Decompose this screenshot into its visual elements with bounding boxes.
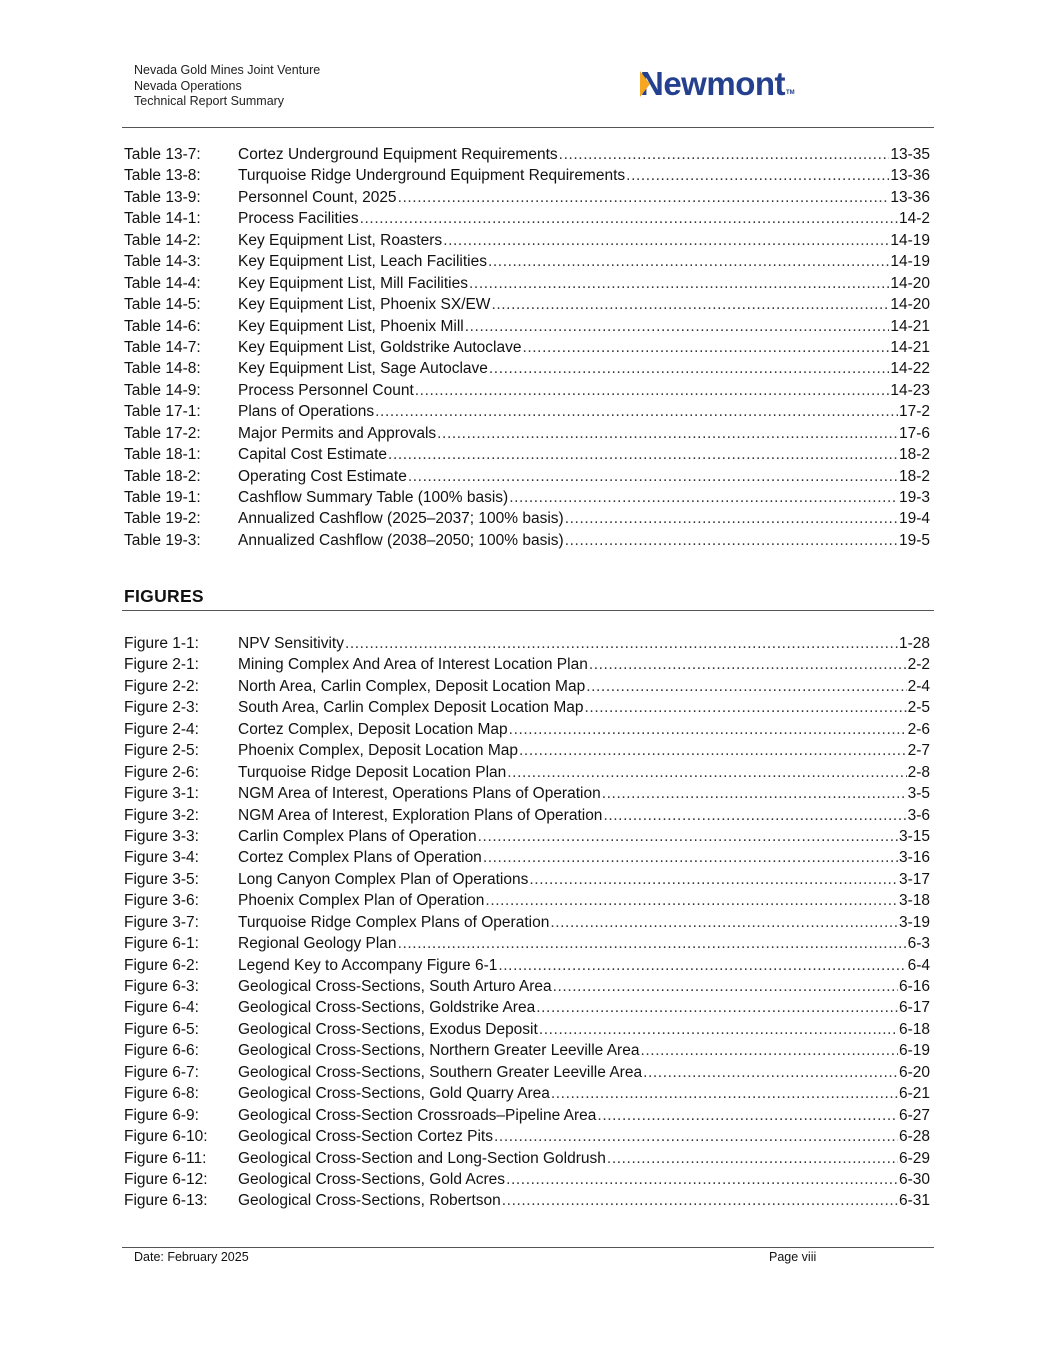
dot-leader (485, 890, 898, 911)
dot-leader (360, 208, 898, 229)
entry-title: Key Equipment List, Goldstrike Autoclave (238, 338, 522, 356)
entry-label: Figure 6-3: (124, 978, 199, 995)
table-entry[interactable] (124, 337, 930, 358)
entry-label: Figure 3-4: (124, 849, 199, 867)
entry-label: Figure 2-6: (124, 763, 199, 781)
entry-page-number: 3-6 (907, 806, 930, 824)
entry-page-number: 13-36 (890, 188, 930, 206)
dot-leader (626, 165, 889, 186)
entry-title: Turquoise Ridge Underground Equipment Requirements (238, 167, 626, 185)
dot-leader (602, 783, 907, 804)
entry-label: Table 14-7: (124, 338, 201, 356)
figure-entry[interactable] (124, 697, 930, 718)
entry-label: Table 19-3: (124, 531, 201, 549)
logo-trademark: TM (786, 90, 795, 96)
entry-page-number: 14-21 (890, 338, 930, 356)
figure-entry[interactable] (124, 826, 930, 847)
entry-page-number: 13-36 (890, 167, 930, 185)
figure-entry[interactable] (124, 955, 930, 976)
entry-label: Figure 6-2: (124, 956, 199, 974)
entry-page-number: 19-3 (898, 489, 930, 506)
entry-page-number: 6-3 (907, 935, 930, 953)
entry-page-number: 18-2 (898, 467, 930, 485)
entry-page-number: 3-17 (898, 870, 930, 888)
entry-page-number: 3-18 (898, 892, 930, 910)
entry-page-number: 2-6 (907, 720, 930, 738)
entry-page-number: 6-29 (898, 1149, 930, 1167)
entry-label: Table 13-8: (124, 167, 201, 185)
dot-leader (345, 633, 898, 654)
entry-page-number: 18-2 (898, 446, 930, 464)
dot-leader (502, 1190, 898, 1211)
dot-leader (483, 847, 898, 868)
entry-page-number: 14-23 (890, 381, 930, 399)
dot-leader (529, 869, 898, 890)
dot-leader (550, 912, 898, 933)
dot-leader (553, 976, 898, 997)
entry-page-number: 6-28 (898, 1128, 930, 1146)
dot-leader (509, 719, 907, 740)
entry-label: Table 14-2: (124, 231, 201, 249)
table-entry[interactable] (124, 208, 930, 229)
figure-entry[interactable] (124, 1105, 930, 1126)
entry-page-number: 2-5 (907, 699, 930, 717)
entry-title: Key Equipment List, Sage Autoclave (238, 360, 488, 378)
dot-leader (586, 676, 906, 697)
figure-entry[interactable] (124, 676, 930, 697)
entry-page-number: 3-16 (898, 849, 930, 867)
entry-title: Cashflow Summary Table (100% basis) (238, 489, 509, 506)
entry-title: Key Equipment List, Leach Facilities (238, 253, 487, 271)
entry-page-number: 2-7 (907, 742, 930, 760)
entry-page-number: 6-30 (898, 1170, 930, 1188)
dot-leader (607, 1148, 898, 1169)
figure-entry[interactable] (124, 654, 930, 675)
table-entry[interactable] (124, 380, 930, 401)
entry-title: Geological Cross-Section and Long-Section Goldrush (238, 1149, 606, 1167)
newmont-logo (640, 66, 795, 102)
entry-title: Turquoise Ridge Deposit Location Plan (238, 763, 507, 781)
entry-title: Plans of Operations (238, 403, 375, 421)
entry-title: Geological Cross-Sections, Exodus Deposit (238, 1020, 538, 1038)
figure-entry[interactable] (124, 997, 930, 1018)
table-entry[interactable] (124, 230, 930, 251)
entry-page-number: 3-15 (898, 827, 930, 845)
table-entry[interactable] (124, 358, 930, 379)
entry-title: Annualized Cashflow (2038–2050; 100% basis) (238, 531, 564, 549)
figure-entry[interactable] (124, 1040, 930, 1061)
entry-title: Cortez Complex Plans of Operation (238, 849, 482, 867)
entry-label: Table 13-7: (124, 146, 201, 163)
dot-leader (465, 316, 890, 337)
figure-entry[interactable] (124, 740, 930, 761)
dot-leader (478, 826, 898, 847)
dot-leader (565, 508, 898, 529)
entry-title: Personnel Count, 2025 (238, 188, 397, 206)
entry-page-number: 6-19 (898, 1042, 930, 1060)
entry-page-number: 19-5 (898, 531, 930, 549)
entry-title: Geological Cross-Sections, Northern Greater Leeville Area (238, 1042, 640, 1060)
entry-label: Table 14-3: (124, 253, 201, 271)
entry-page-number: 6-17 (898, 999, 930, 1017)
dot-leader (640, 1040, 898, 1061)
figure-entry[interactable] (124, 976, 930, 997)
entry-label: Figure 6-10: (124, 1128, 208, 1146)
dot-leader (603, 805, 906, 826)
logo-accent-icon (640, 71, 650, 97)
entry-page-number: 14-21 (890, 317, 930, 335)
entry-label: Table 14-5: (124, 296, 201, 314)
dot-leader (565, 530, 898, 551)
dot-leader (539, 1019, 898, 1040)
entry-title: Operating Cost Estimate (238, 467, 407, 485)
entry-title: Key Equipment List, Phoenix Mill (238, 317, 464, 335)
figure-entry[interactable] (124, 762, 930, 783)
entry-page-number: 6-18 (898, 1020, 930, 1038)
entry-title: Mining Complex And Area of Interest Location Plan (238, 656, 588, 674)
table-entry[interactable] (124, 401, 930, 422)
entry-label: Figure 6-9: (124, 1106, 199, 1124)
entry-label: Figure 6-7: (124, 1063, 199, 1081)
entry-label: Table 14-1: (124, 210, 201, 228)
dot-leader (388, 444, 898, 465)
entry-title: Geological Cross-Sections, Goldstrike Area (238, 999, 536, 1017)
dot-leader (443, 230, 889, 251)
entry-title: Geological Cross-Sections, Gold Quarry Area (238, 1085, 550, 1103)
entry-page-number: 6-21 (898, 1085, 930, 1103)
figures-divider (122, 610, 934, 611)
table-entry[interactable] (124, 466, 930, 487)
entry-page-number: 14-22 (890, 360, 930, 378)
report-header (134, 63, 320, 110)
entry-page-number: 2-4 (907, 677, 930, 695)
dot-leader (488, 251, 889, 272)
entry-page-number: 14-19 (890, 231, 930, 249)
dot-leader (437, 423, 898, 444)
entry-page-number: 17-2 (898, 403, 930, 421)
entry-title: Key Equipment List, Mill Facilities (238, 274, 468, 292)
entry-title: NGM Area of Interest, Exploration Plans of Operation (238, 806, 603, 824)
table-entry[interactable] (124, 444, 930, 465)
entry-page-number: 1-28 (898, 635, 930, 652)
entry-label: Figure 2-3: (124, 699, 199, 717)
entry-page-number: 14-20 (890, 274, 930, 292)
table-entry[interactable] (124, 508, 930, 529)
table-entry[interactable] (124, 294, 930, 315)
figure-entry[interactable] (124, 1062, 930, 1083)
table-entry[interactable] (124, 487, 930, 508)
entry-title: Process Facilities (238, 210, 359, 228)
entry-page-number: 6-27 (898, 1106, 930, 1124)
dot-leader (522, 337, 889, 358)
entry-title: Long Canyon Complex Plan of Operations (238, 870, 529, 888)
dot-leader (408, 466, 898, 487)
entry-label: Table 19-2: (124, 510, 201, 528)
entry-label: Figure 2-1: (124, 656, 199, 674)
entry-label: Table 18-1: (124, 446, 201, 464)
entry-label: Figure 6-11: (124, 1149, 207, 1167)
figure-entry[interactable] (124, 1148, 930, 1169)
entry-label: Figure 3-7: (124, 913, 199, 931)
figure-entry[interactable] (124, 890, 930, 911)
entry-label: Figure 2-4: (124, 720, 199, 738)
table-entry[interactable] (124, 530, 930, 551)
entry-title: Regional Geology Plan (238, 935, 397, 953)
figure-entry[interactable] (124, 1083, 930, 1104)
dot-leader (551, 1083, 898, 1104)
entry-label: Figure 3-5: (124, 870, 199, 888)
figure-entry[interactable] (124, 933, 930, 954)
figure-entry[interactable] (124, 719, 930, 740)
entry-page-number: 19-4 (898, 510, 930, 528)
footer-date: Date: February 2025 (134, 1250, 249, 1264)
entry-label: Table 19-1: (124, 489, 201, 506)
table-entry[interactable] (124, 423, 930, 444)
dot-leader (489, 358, 889, 379)
figure-entry[interactable] (124, 912, 930, 933)
dot-leader (643, 1062, 898, 1083)
dot-leader (415, 380, 890, 401)
figures-heading: FIGURES (124, 586, 204, 606)
entry-page-number: 13-35 (890, 146, 930, 163)
entry-label: Figure 2-5: (124, 742, 199, 760)
entry-title: NGM Area of Interest, Operations Plans of Operation (238, 785, 601, 803)
entry-title: Major Permits and Approvals (238, 424, 437, 442)
header-divider (122, 127, 934, 128)
dot-leader (494, 1126, 898, 1147)
footer-page-number: Page viii (769, 1250, 817, 1264)
header-line-1: Nevada Gold Mines Joint Venture (134, 63, 321, 77)
entry-page-number: 2-2 (907, 656, 930, 674)
entry-page-number: 14-2 (898, 210, 930, 228)
entry-label: Table 13-9: (124, 188, 201, 206)
dot-leader (519, 740, 907, 761)
entry-page-number: 14-19 (890, 253, 930, 271)
table-entry[interactable] (124, 165, 930, 186)
figure-entry[interactable] (124, 869, 930, 890)
entry-label: Table 14-9: (124, 381, 201, 399)
entry-label: Table 17-2: (124, 424, 201, 442)
footer-divider (122, 1247, 934, 1248)
entry-label: Figure 3-6: (124, 892, 199, 910)
logo-text: Newmont (640, 65, 785, 102)
dot-leader (398, 187, 890, 208)
tables-list (124, 144, 930, 551)
entry-label: Figure 6-6: (124, 1042, 199, 1060)
entry-page-number: 6-31 (898, 1192, 930, 1210)
entry-title: Turquoise Ridge Complex Plans of Operation (238, 913, 550, 931)
figure-entry[interactable] (124, 847, 930, 868)
entry-title: North Area, Carlin Complex, Deposit Location Map (238, 677, 586, 695)
entry-label: Figure 6-13: (124, 1192, 208, 1210)
entry-title: Geological Cross-Section Crossroads–Pipeline Area (238, 1106, 597, 1124)
figure-entry[interactable] (124, 1126, 930, 1147)
header-line-2: Nevada Operations (134, 78, 242, 93)
dot-leader (585, 697, 907, 718)
dot-leader (398, 933, 907, 954)
entry-page-number: 6-20 (898, 1063, 930, 1081)
table-entry[interactable] (124, 251, 930, 272)
entry-title: Phoenix Complex Plan of Operation (238, 892, 485, 910)
entry-title: Capital Cost Estimate (238, 446, 388, 464)
entry-title: Geological Cross-Section Cortez Pits (238, 1128, 493, 1146)
table-entry[interactable] (124, 187, 930, 208)
figure-entry[interactable] (124, 783, 930, 804)
table-entry[interactable] (124, 316, 930, 337)
entry-page-number: 2-8 (907, 763, 930, 781)
entry-label: Figure 2-2: (124, 677, 199, 695)
entry-label: Figure 3-3: (124, 827, 199, 845)
entry-label: Figure 6-5: (124, 1020, 199, 1038)
entry-page-number: 14-20 (890, 296, 930, 314)
entry-page-number: 17-6 (898, 424, 930, 442)
entry-page-number: 6-4 (907, 956, 930, 974)
entry-label: Table 14-4: (124, 274, 201, 292)
entry-title: Cortez Underground Equipment Requirements (238, 146, 558, 163)
dot-leader (597, 1105, 898, 1126)
figure-entry[interactable] (124, 1169, 930, 1190)
table-entry[interactable] (124, 144, 930, 165)
entry-title: South Area, Carlin Complex Deposit Location Map (238, 699, 584, 717)
dot-leader (589, 654, 907, 675)
dot-leader (469, 273, 889, 294)
entry-label: Table 17-1: (124, 403, 201, 421)
dot-leader (375, 401, 898, 422)
entry-page-number: 3-19 (898, 913, 930, 931)
entry-title: Geological Cross-Sections, South Arturo Area (238, 978, 552, 995)
entry-title: Geological Cross-Sections, Southern Greater Leeville Area (238, 1063, 643, 1081)
entry-label: Figure 6-12: (124, 1170, 208, 1188)
figure-entry[interactable] (124, 805, 930, 826)
entry-label: Table 14-8: (124, 360, 201, 378)
dot-leader (536, 997, 898, 1018)
table-entry[interactable] (124, 273, 930, 294)
figure-entry[interactable] (124, 1019, 930, 1040)
entry-label: Figure 3-1: (124, 785, 199, 803)
dot-leader (559, 144, 890, 165)
entry-title: Legend Key to Accompany Figure 6-1 (238, 956, 498, 974)
dot-leader (509, 487, 898, 508)
header-line-3: Technical Report Summary (134, 94, 285, 108)
entry-label: Figure 6-1: (124, 935, 199, 953)
entry-title: NPV Sensitivity (238, 635, 344, 652)
entry-title: Geological Cross-Sections, Gold Acres (238, 1170, 506, 1188)
entry-title: Key Equipment List, Phoenix SX/EW (238, 296, 491, 314)
entry-title: Annualized Cashflow (2025–2037; 100% basis) (238, 510, 564, 528)
dot-leader (506, 1169, 898, 1190)
dot-leader (507, 762, 906, 783)
entry-label: Figure 6-8: (124, 1085, 199, 1103)
entry-page-number: 6-16 (898, 978, 930, 995)
figure-entry[interactable] (124, 633, 930, 654)
logo-wordmark (640, 66, 785, 102)
dot-leader (498, 955, 906, 976)
entry-label: Figure 3-2: (124, 806, 199, 824)
entry-title: Geological Cross-Sections, Robertson (238, 1192, 501, 1210)
entry-page-number: 3-5 (907, 785, 930, 803)
entry-title: Key Equipment List, Roasters (238, 231, 443, 249)
dot-leader (491, 294, 889, 315)
figures-list (124, 633, 930, 1212)
entry-title: Process Personnel Count (238, 381, 414, 399)
entry-label: Figure 1-1: (124, 635, 199, 652)
entry-label: Table 18-2: (124, 467, 201, 485)
entry-title: Phoenix Complex, Deposit Location Map (238, 742, 519, 760)
entry-label: Table 14-6: (124, 317, 201, 335)
figure-entry[interactable] (124, 1190, 930, 1211)
entry-label: Figure 6-4: (124, 999, 199, 1017)
entry-title: Carlin Complex Plans of Operation (238, 827, 477, 845)
entry-title: Cortez Complex, Deposit Location Map (238, 720, 508, 738)
